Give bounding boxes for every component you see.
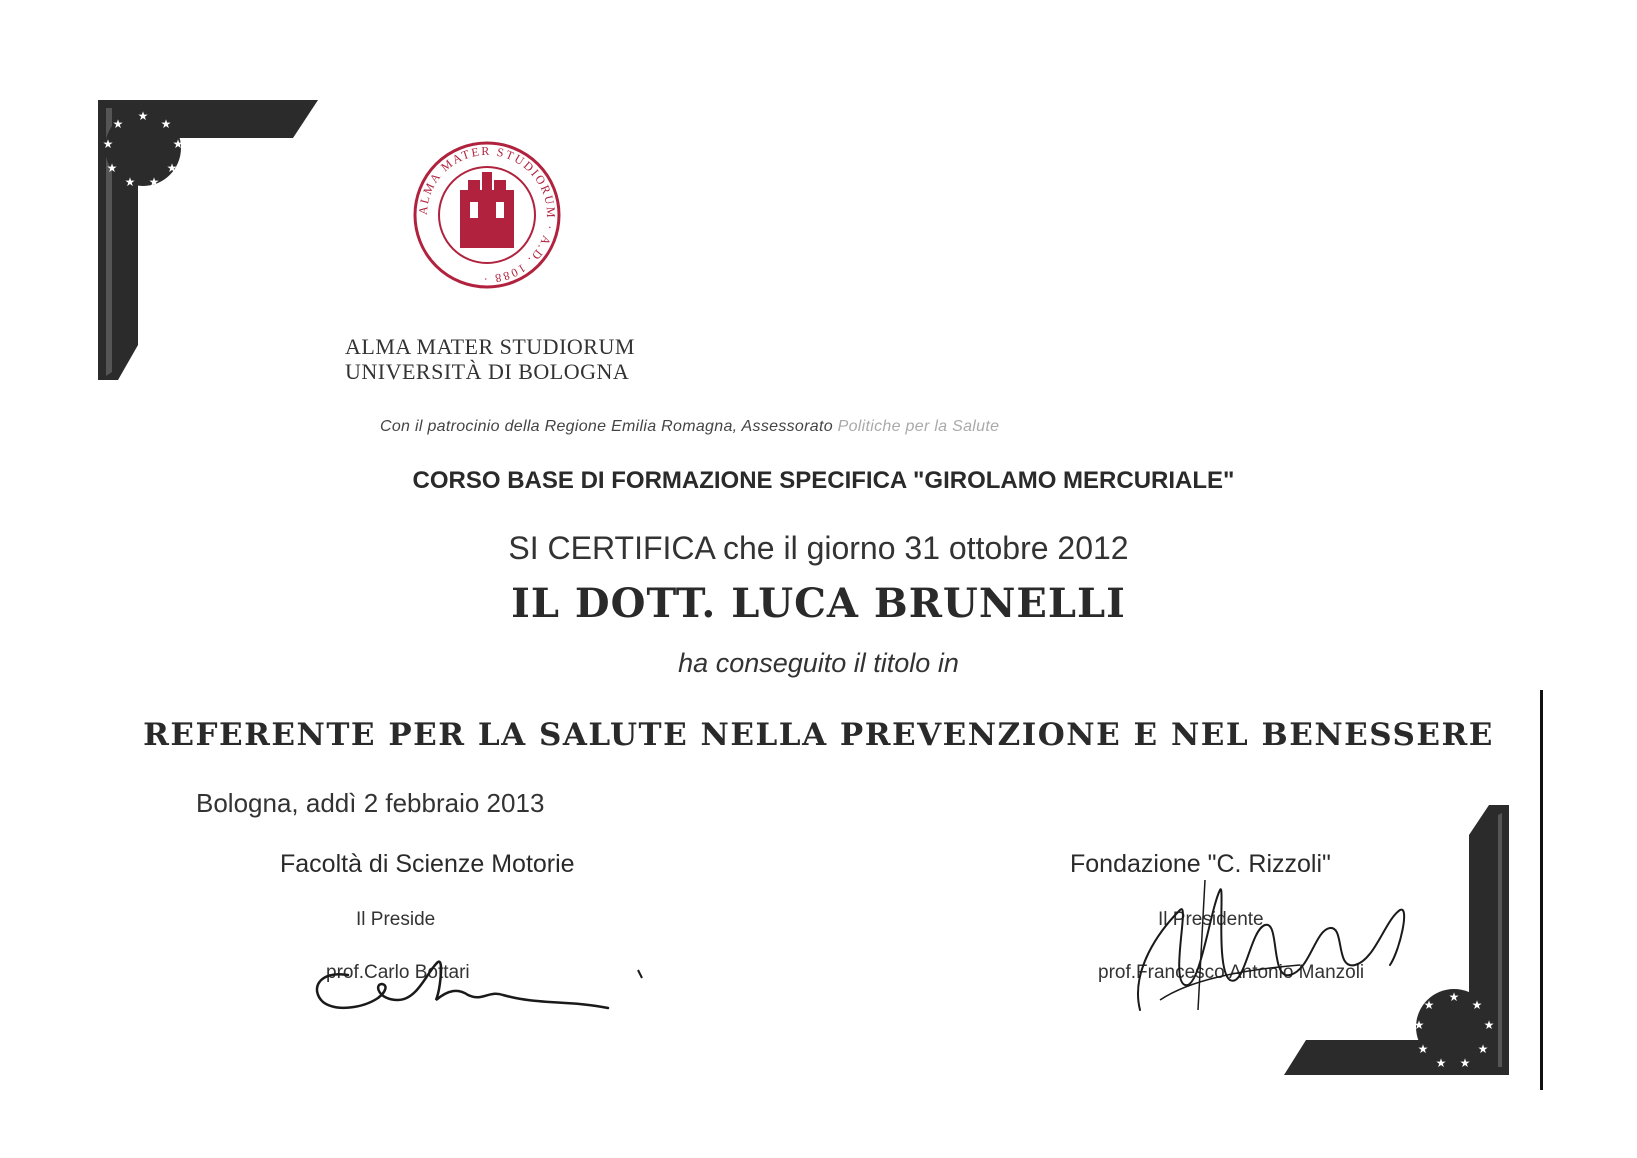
place-and-date: Bologna, addì 2 febbraio 2013 [196, 788, 545, 818]
left-signatory-organization: Facoltà di Scienze Motorie [280, 850, 575, 878]
bottom-right-corner-ornament [1284, 805, 1509, 1075]
svg-text:★: ★ [1483, 1018, 1495, 1032]
svg-text:★: ★ [1477, 1042, 1489, 1056]
svg-text:★: ★ [166, 161, 178, 175]
course-title: CORSO BASE DI FORMAZIONE SPECIFICA "GIROLAMO MERCURIALE" [412, 467, 1235, 494]
svg-text:ALMA MATER STUDIORUM · A.D. 10: ALMA MATER STUDIORUM · A.D. 1088 · [415, 143, 559, 287]
svg-text:★: ★ [137, 109, 149, 123]
right-signatory-organization: Fondazione "C. Rizzoli" [1070, 850, 1331, 878]
svg-text:★: ★ [148, 175, 160, 189]
certification-statement: SI CERTIFICA che il giorno 31 ottobre 2012 [508, 530, 1129, 566]
svg-text:★: ★ [1435, 1056, 1447, 1070]
svg-text:★: ★ [1448, 990, 1460, 1004]
svg-text:★: ★ [106, 161, 118, 175]
svg-text:★: ★ [1423, 998, 1435, 1012]
right-signatory-name: prof.Francesco Antonio Manzoli [1098, 962, 1365, 983]
right-signatory-role: Il Presidente [1158, 909, 1264, 930]
left-signature [308, 950, 658, 1015]
university-name [345, 334, 635, 384]
certificate-holder-name: IL DOTT. LUCA BRUNELLI [511, 580, 1126, 627]
patronage-faded: Politiche per la Salute [837, 418, 1000, 435]
university-name-line2: UNIVERSITÀ DI BOLOGNA [345, 359, 630, 384]
svg-text:★: ★ [172, 137, 184, 151]
top-left-corner-ornament [98, 100, 323, 385]
svg-text:★: ★ [102, 137, 114, 151]
svg-text:★: ★ [1471, 998, 1483, 1012]
svg-text:★: ★ [1459, 1056, 1471, 1070]
svg-text:★: ★ [1417, 1042, 1429, 1056]
university-name-line1: ALMA MATER STUDIORUM [345, 334, 635, 359]
awarded-title: REFERENTE PER LA SALUTE NELLA PREVENZIONE E NEL BENESSERE [143, 717, 1494, 753]
achieved-statement: ha conseguito il titolo in [678, 648, 959, 678]
svg-text:★: ★ [160, 117, 172, 131]
patronage-main: Con il patrocinio della Regione Emilia Romagna, Assessorato [380, 418, 838, 435]
svg-text:★: ★ [1413, 1018, 1425, 1032]
svg-text:★: ★ [112, 117, 124, 131]
left-signatory-role: Il Preside [356, 909, 436, 930]
scan-edge-line [1540, 690, 1543, 1090]
patronage-text [380, 418, 999, 436]
university-seal-icon [412, 140, 562, 290]
left-signatory-name: prof.Carlo Bottari [326, 962, 470, 983]
svg-text:★: ★ [124, 175, 136, 189]
